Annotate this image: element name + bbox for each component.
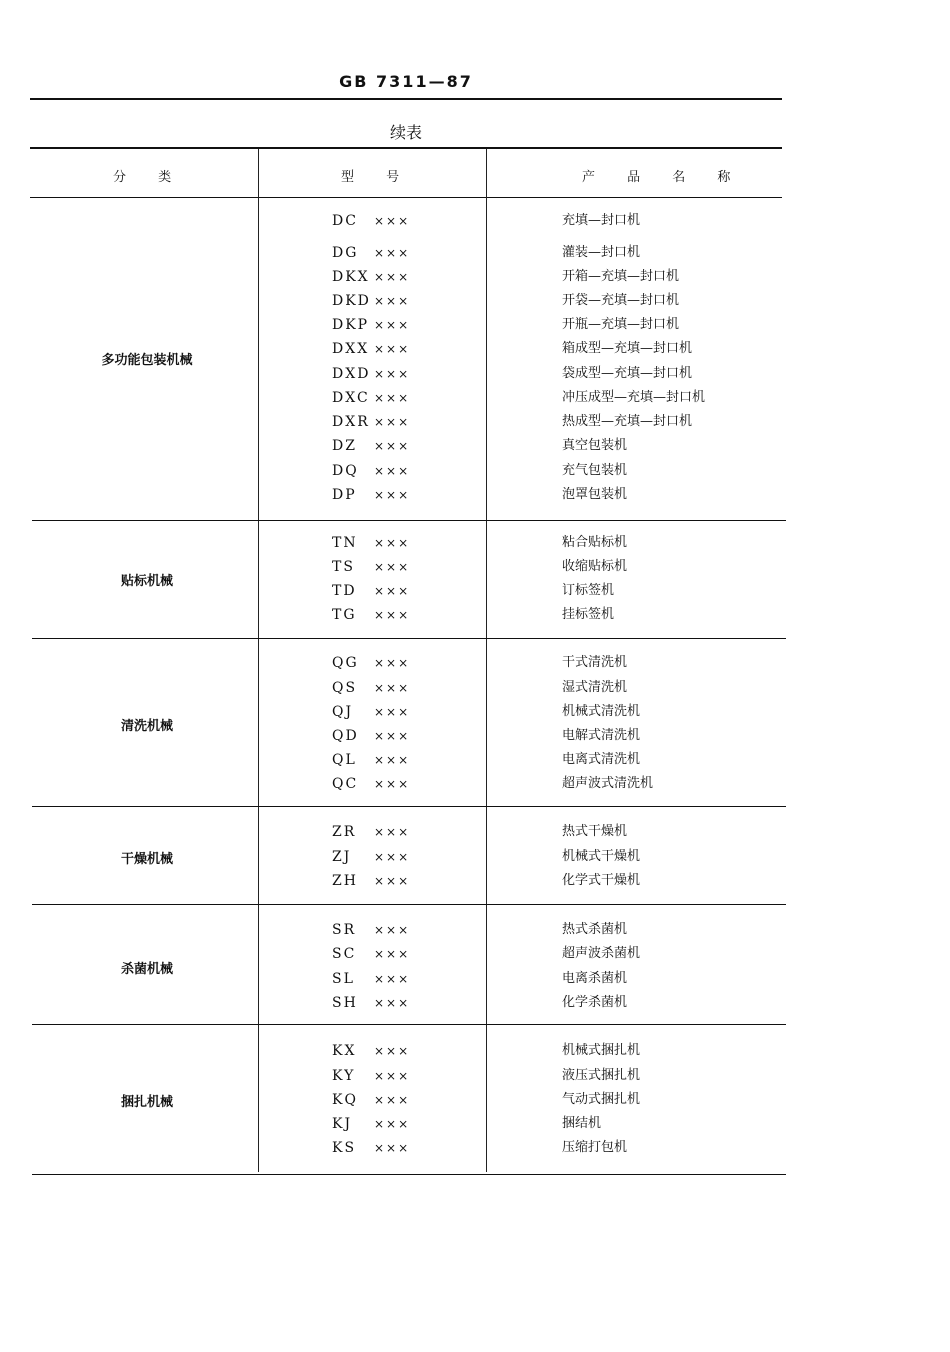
- model-suffix: ×××: [374, 681, 411, 695]
- product-name: 捆结机: [562, 1116, 602, 1131]
- table-top-rule: [30, 147, 782, 149]
- model-code: SC: [332, 946, 357, 962]
- model-code: QJ: [332, 704, 354, 720]
- model-suffix: ×××: [374, 536, 411, 550]
- product-name: 热成型—充填—封口机: [562, 414, 693, 429]
- model-suffix: ×××: [374, 367, 411, 381]
- model-suffix: ×××: [374, 270, 411, 284]
- model-code: DXD: [332, 366, 371, 382]
- column-divider-left: [258, 149, 259, 1172]
- model-code: QC: [332, 776, 359, 792]
- model-code: TD: [332, 583, 357, 599]
- category-label: 贴标机械: [120, 574, 173, 589]
- product-name: 电解式清洗机: [562, 728, 641, 743]
- product-name: 泡罩包装机: [562, 487, 628, 502]
- product-name: 干式清洗机: [562, 655, 628, 670]
- model-code: KX: [332, 1043, 357, 1059]
- model-code: KQ: [332, 1092, 358, 1108]
- product-name: 订标签机: [562, 583, 615, 598]
- category-label: 多功能包装机械: [101, 353, 193, 368]
- product-name: 箱成型—充填—封口机: [562, 341, 693, 356]
- model-code: DXR: [332, 414, 370, 430]
- header-rule: [30, 98, 782, 100]
- product-name: 压缩打包机: [562, 1140, 628, 1155]
- product-name: 气动式捆扎机: [562, 1092, 641, 1107]
- model-code: DKD: [332, 293, 371, 309]
- model-code: QD: [332, 728, 359, 744]
- model-code: SL: [332, 971, 355, 987]
- model-suffix: ×××: [374, 1117, 411, 1131]
- model-code: DP: [332, 487, 357, 503]
- product-name: 湿式清洗机: [562, 680, 628, 695]
- category-label: 捆扎机械: [120, 1094, 173, 1110]
- model-suffix: ×××: [374, 825, 411, 839]
- model-suffix: ×××: [374, 214, 411, 228]
- model-suffix: ×××: [374, 874, 411, 888]
- column-header-category: 分 类: [113, 170, 186, 185]
- model-suffix: ×××: [374, 996, 411, 1010]
- model-suffix: ×××: [374, 464, 411, 478]
- group-divider-rule: [32, 904, 786, 905]
- model-code: KS: [332, 1140, 357, 1156]
- model-code: ZR: [332, 824, 357, 840]
- product-name: 电离杀菌机: [562, 971, 628, 986]
- model-suffix: ×××: [374, 1069, 411, 1083]
- column-divider-right: [486, 149, 487, 1172]
- category-label: 杀菌机械: [120, 961, 173, 977]
- model-code: TN: [332, 535, 358, 551]
- model-suffix: ×××: [374, 1141, 411, 1155]
- model-code: DKP: [332, 317, 370, 333]
- model-suffix: ×××: [374, 415, 411, 429]
- product-name: 电离式清洗机: [562, 752, 641, 767]
- product-name: 液压式捆扎机: [562, 1068, 641, 1083]
- model-suffix: ×××: [374, 608, 411, 622]
- product-name: 开瓶—充填—封口机: [562, 317, 680, 332]
- model-suffix: ×××: [374, 777, 411, 791]
- model-suffix: ×××: [374, 294, 411, 308]
- product-name: 开箱—充填—封口机: [562, 269, 680, 284]
- model-code: DC: [332, 213, 358, 229]
- product-name: 充填—封口机: [562, 213, 641, 228]
- model-code: DQ: [332, 463, 359, 479]
- model-code: DG: [332, 245, 359, 261]
- header-bottom-rule: [30, 197, 782, 198]
- product-name: 开袋—充填—封口机: [562, 293, 680, 308]
- product-name: 收缩贴标机: [562, 559, 628, 574]
- model-suffix: ×××: [374, 705, 411, 719]
- model-suffix: ×××: [374, 923, 411, 937]
- product-name: 化学式干燥机: [562, 873, 641, 888]
- model-suffix: ×××: [374, 318, 411, 332]
- group-divider-rule: [32, 520, 786, 521]
- model-code: QL: [332, 752, 357, 768]
- product-name: 机械式清洗机: [562, 704, 641, 719]
- product-name: 挂标签机: [562, 607, 615, 622]
- product-name: 化学杀菌机: [562, 995, 628, 1010]
- model-suffix: ×××: [374, 729, 411, 743]
- model-code: SR: [332, 922, 357, 938]
- category-label: 干燥机械: [120, 851, 173, 867]
- product-name: 袋成型—充填—封口机: [562, 366, 693, 381]
- model-suffix: ×××: [374, 391, 411, 405]
- product-name: 粘合贴标机: [562, 535, 628, 550]
- model-code: DXX: [332, 341, 370, 357]
- model-code: KY: [332, 1068, 356, 1084]
- column-header-model: 型 号: [341, 170, 414, 185]
- group-divider-rule: [32, 1174, 786, 1175]
- category-label: 清洗机械: [120, 718, 173, 734]
- model-suffix: ×××: [374, 947, 411, 961]
- group-divider-rule: [32, 638, 786, 639]
- group-divider-rule: [32, 806, 786, 807]
- model-code: ZJ: [332, 849, 352, 865]
- model-suffix: ×××: [374, 656, 411, 670]
- model-suffix: ×××: [374, 342, 411, 356]
- product-name: 真空包装机: [562, 438, 628, 453]
- model-code: TG: [332, 607, 357, 623]
- model-code: TS: [332, 559, 355, 575]
- product-name: 充气包装机: [562, 463, 628, 478]
- document-code: GB 7311—87: [339, 72, 473, 91]
- product-name: 热式杀菌机: [562, 922, 628, 937]
- model-code: DZ: [332, 438, 357, 454]
- model-code: DKX: [332, 269, 370, 285]
- product-name: 冲压成型—充填—封口机: [562, 390, 706, 405]
- model-code: DXC: [332, 390, 370, 406]
- model-suffix: ×××: [374, 560, 411, 574]
- model-suffix: ×××: [374, 439, 411, 453]
- model-suffix: ×××: [374, 850, 411, 864]
- model-code: QG: [332, 655, 359, 671]
- model-code: SH: [332, 995, 358, 1011]
- model-code: KJ: [332, 1116, 353, 1132]
- product-name: 灌装—封口机: [562, 245, 641, 260]
- group-divider-rule: [32, 1024, 786, 1025]
- product-name: 热式干燥机: [562, 824, 628, 839]
- product-name: 超声波杀菌机: [562, 946, 641, 961]
- model-code: QS: [332, 680, 358, 696]
- model-suffix: ×××: [374, 972, 411, 986]
- column-header-name: 产 品 名 称: [582, 170, 745, 185]
- table-caption: 续表: [389, 123, 422, 142]
- product-name: 机械式干燥机: [562, 849, 641, 864]
- product-name: 超声波式清洗机: [562, 776, 654, 791]
- model-suffix: ×××: [374, 246, 411, 260]
- model-suffix: ×××: [374, 584, 411, 598]
- model-code: ZH: [332, 873, 358, 889]
- model-suffix: ×××: [374, 1093, 411, 1107]
- model-suffix: ×××: [374, 1044, 411, 1058]
- model-suffix: ×××: [374, 753, 411, 767]
- model-suffix: ×××: [374, 488, 411, 502]
- product-name: 机械式捆扎机: [562, 1043, 641, 1058]
